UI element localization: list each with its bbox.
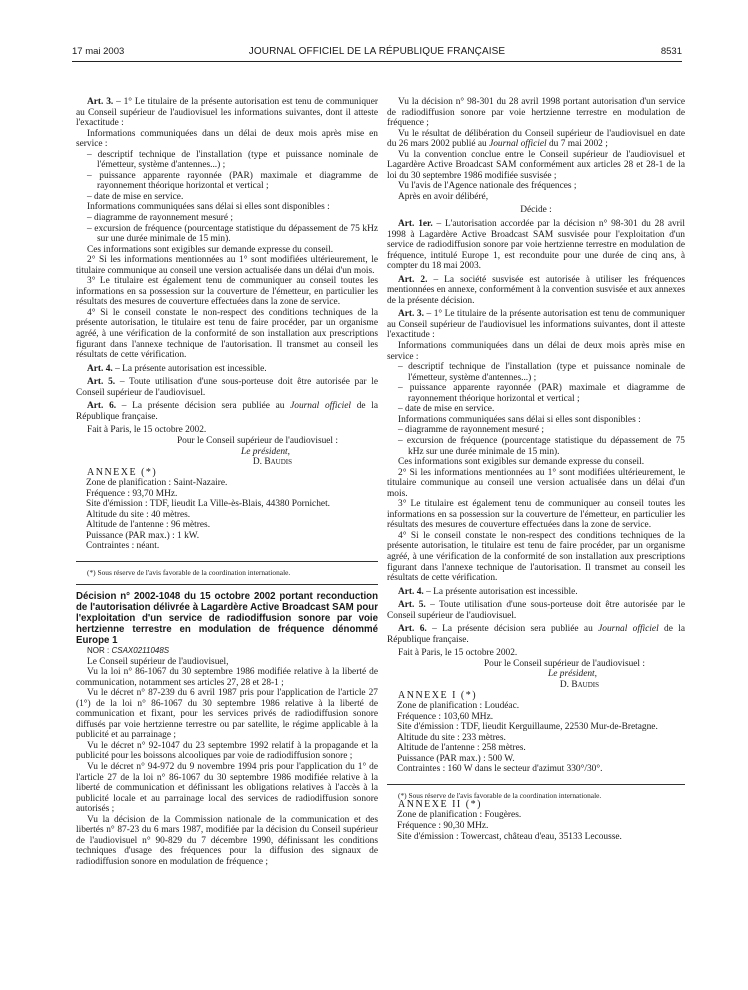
list-item: – date de mise en service. <box>87 191 184 202</box>
paragraph: Vu le décret n° 87-239 du 6 avril 1987 pris pour l'application de l'article 27 (1°) de la loi n° 86-1067 du 30 septembre 1986 relative à la liberté de communication et fixant, pour les services privés de radiodiffusion sonore diffusés par voie hertzienne terrestre ou par satellite, le régime applicable à la publicité et au parrainage ; <box>76 688 378 741</box>
signature-for: Pour le Conseil supérieur de l'audiovisuel : <box>176 435 338 446</box>
footnote-rule <box>387 784 685 785</box>
annexe-line: Zone de planification : Saint-Nazaire. <box>86 478 228 489</box>
article-2: Art. 2. – La société susvisée est autorisée à utiliser les fréquences mentionnées en annexe, conformément à la convention susvisée et aux annexes de la présente décision. <box>387 274 685 306</box>
paragraph: Vu le décret n° 94-972 du 9 novembre 1994 pris pour l'application du 1° de l'article 27 de la loi n° 86-1067 du 30 septembre 1986 modifiée relative à la liberté de communication et définissant les obligations relatives à l'accès à la publicité locale et au parrainage local des services de radiodiffusion sonore autorisés ; <box>76 761 378 815</box>
paragraph: Vu le décret n° 92-1047 du 23 septembre 1992 relatif à la propagande et la publicité pour les boissons alcooliques par voie de radiodiffusion sonore ; <box>76 740 378 762</box>
paragraph: Vu la convention conclue entre le Conseil supérieur de l'audiovisuel et Lagardère Active Broadcast SAM conformément aux articles 28 et 28-1 de la loi du 30 septembre 1986 modifiée susvisée ; <box>387 149 685 181</box>
signature-for: Pour le Conseil supérieur de l'audiovisuel : <box>483 658 645 669</box>
signature-role: Le président, <box>548 669 597 680</box>
paragraph: Ces informations sont exigibles sur demande expresse du conseil. <box>87 244 334 255</box>
list-item: – descriptif technique de l'installation (type et puissance nominale de l'émetteur, système d'antennes...) ; <box>87 149 378 171</box>
paragraph: Le Conseil supérieur de l'audiovisuel, <box>87 656 229 667</box>
article-5: Art. 5. – Toute utilisation d'une sous-porteuse doit être autorisée par le Conseil supérieur de l'audiovisuel. <box>76 377 378 398</box>
annexe-line: Fréquence : 90,30 MHz. <box>397 821 489 831</box>
signature-name: D. Baudis <box>559 679 599 690</box>
annexe-line: Puissance (PAR max.) : 1 kW. <box>86 530 200 541</box>
list-item: – puissance apparente rayonnée (PAR) maximale et diagramme de rayonnement théorique horizontal et vertical ; <box>398 383 685 404</box>
right-column <box>387 97 685 842</box>
annexe-line: Zone de planification : Fougères. <box>397 810 522 821</box>
signature-role: Le président, <box>241 446 290 457</box>
article-3: Art. 3. – 1° Le titulaire de la présente autorisation est tenu de communiquer au Conseil supérieur de l'audiovisuel les informations suivantes, dont il atteste l'exactitude : <box>76 97 378 129</box>
paragraph: Vu la décision n° 98-301 du 28 avril 1998 portant autorisation d'un service de radiodiffusion sonore par voie hertzienne terrestre en modulation de fréquence ; <box>387 97 685 129</box>
nor-reference: NOR : CSAX0211048S <box>87 645 170 655</box>
article-4: Art. 4. – La présente autorisation est incessible. <box>87 363 267 374</box>
annexe-line: Contraintes : 160 W dans le secteur d'azimut 330°/30°. <box>397 764 603 775</box>
annexe-line: Contraintes : néant. <box>86 541 160 552</box>
annexe-line: Site d'émission : Towercast, château d'eau, 35133 Lecousse. <box>397 831 622 842</box>
annexe-line: Puissance (PAR max.) : 500 W. <box>397 753 515 764</box>
annexe-line: Altitude de l'antenne : 258 mètres. <box>397 743 526 754</box>
annexe-title: ANNEXE (*) <box>87 466 158 478</box>
footnote: (*) Sous réserve de l'avis favorable de la coordination internationale. <box>87 567 291 577</box>
list-item: – descriptif technique de l'installation (type et puissance nominale de l'émetteur, système d'antennes...) ; <box>398 362 685 383</box>
header-journal-title: JOURNAL OFFICIEL DE LA RÉPUBLIQUE FRANÇAISE <box>248 46 506 57</box>
article-6: Art. 6. – La présente décision sera publiée au Journal officiel de la République française. <box>76 401 378 422</box>
paragraph: 2° Si les informations mentionnées au 1° sont modifiées ultérieurement, le titulaire communique au conseil une version actualisée dans un délai d'un mois. <box>76 255 378 276</box>
list-item: – diagramme de rayonnement mesuré ; <box>87 213 234 224</box>
paragraph: 3° Le titulaire est également tenu de communiquer au conseil toutes les informations en sa possession sur la couverture de l'émetteur, en particulier les résultats des mesures de couverture effectuées dans la zone de service. <box>76 276 378 308</box>
annexe-line: Fréquence : 103,60 MHz. <box>397 711 494 722</box>
annexe-line: Altitude de l'antenne : 96 mètres. <box>86 520 211 531</box>
paragraph: Vu la décision de la Commission nationale de la communication et des libertés n° 87-23 du 6 mars 1987, modifiée par la décision du Conseil supérieur de l'audiovisuel n° 90-829 du 7 décembre 1990, définissant les conditions techniques d'usage des fréquences pour la diffusion des signaux de radiodiffusion sonore en modulation de fréquence ; <box>76 814 378 867</box>
footnote: (*) Sous réserve de l'avis favorable de la coordination internationale. <box>398 790 602 800</box>
annexe-line: Altitude du site : 40 mètres. <box>86 509 191 520</box>
annexe-line: Site d'émission : TDF, lieudit Kerguillaume, 22530 Mur-de-Bretagne. <box>397 722 658 733</box>
article-6: Art. 6. – La présente décision sera publiée au Journal officiel de la République française. <box>387 624 685 645</box>
header-rule <box>72 61 682 62</box>
list-item: – excursion de fréquence (pourcentage statistique du dépassement de 75 kHz sur une durée minimale de 15 min). <box>87 223 378 245</box>
signature-place-date: Fait à Paris, le 15 octobre 2002. <box>87 425 207 436</box>
list-item: – date de mise en service. <box>398 404 495 415</box>
decide-heading: Décide : <box>520 205 552 216</box>
info-nodelay: Informations communiquées sans délai si elles sont disponibles : <box>87 202 330 213</box>
annexe-1-title: ANNEXE I (*) <box>398 689 478 701</box>
paragraph: Après en avoir délibéré, <box>398 191 489 202</box>
info-delay: Informations communiquées dans un délai de deux mois après mise en service : <box>76 128 378 150</box>
info-nodelay: Informations communiquées sans délai si elles sont disponibles : <box>398 414 641 425</box>
list-item: – excursion de fréquence (pourcentage statistique du dépassement de 75 kHz sur une durée minimale de 15 min). <box>398 435 685 457</box>
list-item: – puissance apparente rayonnée (PAR) maximale et diagramme de rayonnement théorique horizontal et vertical ; <box>87 170 378 192</box>
page-header <box>72 46 682 62</box>
paragraph: 4° Si le conseil constate le non-respect des conditions techniques de la présente autorisation, le titulaire est tenu de faire procéder, par un organisme agréé, à une vérification de la conformité de son installation aux prescriptions figurant dans l'annexe technique de l'autorisation. Il transmet au conseil les résultats de cette vérification. <box>76 307 378 361</box>
article-3: Art. 3. – 1° Le titulaire de la présente autorisation est tenu de communiquer au Conseil supérieur de l'audiovisuel les informations suivantes, dont il atteste l'exactitude : <box>387 309 685 341</box>
decision-title: Décision n° 2002-1048 du 15 octobre 2002 portant reconduction de l'autorisation délivrée à Lagardère Active Broadcast SAM pour l'exploitation d'un service de radiodiffusion sonore par voie hertzienne terrestre en modulation de fréquence dénommé Europe 1 <box>76 590 378 646</box>
paragraph: Vu l'avis de l'Agence nationale des fréquences ; <box>398 181 577 192</box>
footnote-rule <box>76 561 378 562</box>
left-column <box>76 97 378 867</box>
header-date: 17 mai 2003 <box>72 46 125 57</box>
annexe-line: Altitude du site : 233 mètres. <box>397 732 506 743</box>
article-5: Art. 5. – Toute utilisation d'une sous-porteuse doit être autorisée par le Conseil supérieur de l'audiovisuel. <box>387 600 685 621</box>
paragraph: 2° Si les informations mentionnées au 1° sont modifiées ultérieurement, le titulaire communique au conseil une version actualisée dans un délai d'un mois. <box>387 467 685 499</box>
paragraph: 3° Le titulaire est également tenu de communiquer au conseil toutes les informations en sa possession sur la couverture de l'émetteur, en particulier les résultats des mesures de couverture effectuées dans la zone de service. <box>387 499 685 531</box>
section-rule <box>76 584 378 585</box>
signature-name: D. Baudis <box>252 457 292 468</box>
annexe-line: Zone de planification : Loudéac. <box>397 701 520 712</box>
info-delay: Informations communiquées dans un délai de deux mois après mise en service : <box>387 341 685 362</box>
annexe-2-title: ANNEXE II (*) <box>398 798 482 810</box>
list-item: – diagramme de rayonnement mesuré ; <box>398 425 545 436</box>
paragraph: Ces informations sont exigibles sur demande expresse du conseil. <box>398 457 645 468</box>
paragraph: 4° Si le conseil constate le non-respect des conditions techniques de la présente autorisation, le titulaire est tenu de faire procéder, par un organisme agréé, à une vérification de la conformité de son installation aux prescriptions figurant dans l'annexe technique de l'autorisation. Il transmet au conseil les résultats de cette vérification. <box>387 530 685 584</box>
annexe-line: Site d'émission : TDF, lieudit La Ville-ès-Blais, 44380 Pornichet. <box>86 499 331 510</box>
annexe-line: Fréquence : 93,70 MHz. <box>86 488 178 499</box>
article-1: Art. 1er. – L'autorisation accordée par la décision n° 98-301 du 28 avril 1998 à Lagardère Active Broadcast SAM susvisée pour l'exploitation d'un service de radiodiffusion sonore par voie hertzienne terrestre en modulation de fréquence, intitulé Europe 1, est reconduite pour une durée de cinq ans, à compter du 18 mai 2003. <box>387 219 685 272</box>
paragraph: Vu le résultat de délibération du Conseil supérieur de l'audiovisuel en date du 26 mars 2002 publié au Journal officiel du 7 mai 2002 ; <box>387 128 685 150</box>
paragraph: Vu la loi n° 86-1067 du 30 septembre 1986 modifiée relative à la liberté de communication, notamment ses articles 27, 28 et 28-1 ; <box>76 667 378 688</box>
article-4: Art. 4. – La présente autorisation est incessible. <box>398 586 578 597</box>
header-page-number: 8531 <box>660 46 682 57</box>
signature-place-date: Fait à Paris, le 15 octobre 2002. <box>398 648 518 659</box>
